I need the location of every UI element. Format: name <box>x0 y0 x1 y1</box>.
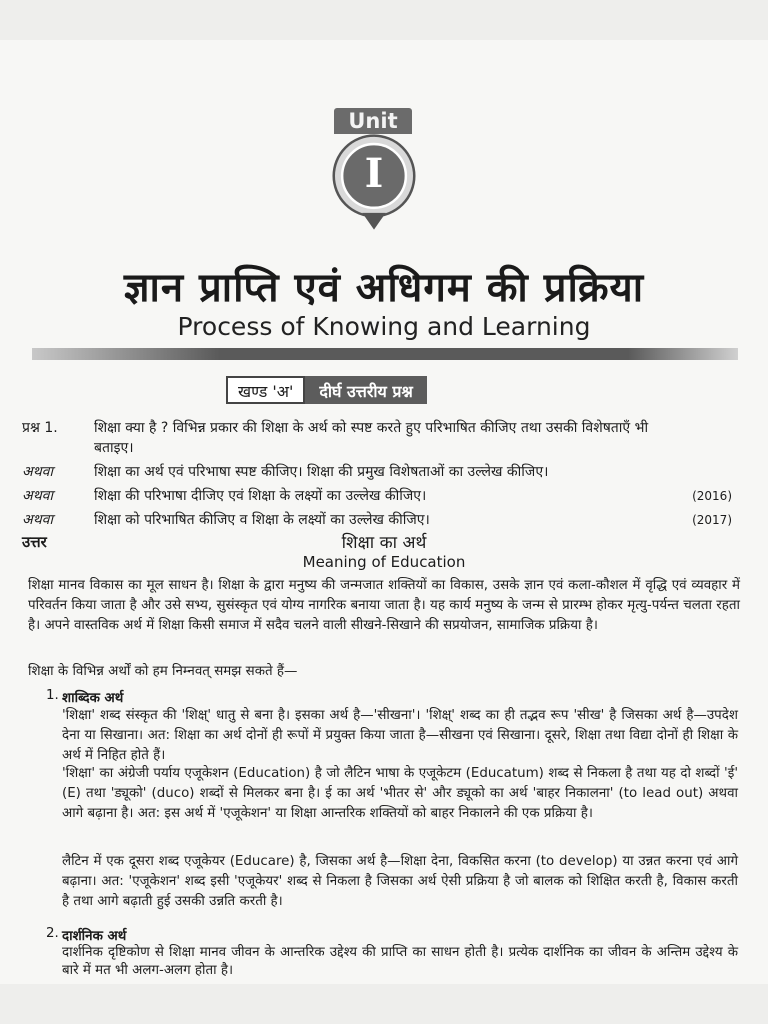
point-number: 1. <box>46 688 59 703</box>
point-heading: शाब्दिक अर्थ <box>62 691 124 706</box>
section-name: दीर्घ उत्तरीय प्रश्न <box>305 376 426 404</box>
question-label: अथवा <box>22 512 54 528</box>
subheading-hindi: शिक्षा का अर्थ <box>341 533 427 553</box>
unit-label: Unit <box>334 108 412 134</box>
subheading-english: Meaning of Education <box>302 553 466 571</box>
intro-paragraph: शिक्षा मानव विकास का मूल साधन है। शिक्षा के द्वारा मनुष्य की जन्मजात शक्तियों का विकास, उसके ज्ञान एवं कला-कौशल में वृद्धि एवं व्यवहार में परिवर्तन किया जाता है और उसे सभ्य, सुसंस्कृत एवं योग्य नागरिक बनाया जाता है। यह कार्य मनुष्य के जन्म से प्रारम्भ होकर मृत्यु-पर्यन्त चलता रहता है। अपने वास्तविक अर्थ में शिक्षा किसी समाज में सदैव चलने वाली सीखने-सिखाने की सप्रयोजन, सामाजिक प्रक्रिया है। <box>28 578 740 633</box>
section-tag <box>226 376 427 404</box>
question-text: शिक्षा की परिभाषा दीजिए एवं शिक्षा के लक्ष्यों का उल्लेख कीजिए। <box>94 488 427 504</box>
point-number: 2. <box>46 926 59 941</box>
point-paragraph: लैटिन में एक दूसरा शब्द एजूकेयर (Educare) है, जिसका अर्थ है—शिक्षा देना, विकसित करना (to develop) या उन्नत करना एवं आगे बढ़ाना। अत: 'एजूकेशन' शब्द इसी 'एजूकेयर' शब्द से निकला है जिसका अर्थ ऐसी प्रक्रिया है जो बालक को शिक्षित करती है, विकास करती है तथा आगे बढ़ाती हुई उसकी उन्नति करती है। <box>62 854 738 909</box>
question-text: शिक्षा को परिभाषित कीजिए व शिक्षा के लक्ष्यों का उल्लेख कीजिए। <box>94 512 430 528</box>
question-text: शिक्षा का अर्थ एवं परिभाषा स्पष्ट कीजिए। शिक्षा की प्रमुख विशेषताओं का उल्लेख कीजिए। <box>94 464 549 480</box>
question-label: प्रश्न 1. <box>22 420 58 436</box>
point-paragraph: 'शिक्षा' का अंग्रेजी पर्याय एजूकेशन (Education) है जो लैटिन भाषा के एजूकेटम (Educatum) शब्द से निकला है तथा यह दो शब्दों 'ई' (E) तथा 'ड्यूको' (duco) शब्दों से मिलकर बना है। ई का अर्थ 'भीतर से' और ड्यूको का अर्थ 'बाहर निकालना' (to lead out) अथवा आगे बढ़ाना है। अत: इस अर्थ में 'एजूकेशन' या शिक्षा आन्तरिक शक्तियों को बाहर निकालने की एक प्रक्रिया है। <box>62 766 738 821</box>
question-label: अथवा <box>22 488 54 504</box>
point-paragraph: दार्शनिक दृष्टिकोण से शिक्षा मानव जीवन के आन्तरिक उद्देश्य की प्राप्ति का साधन होती है। प्रत्येक दार्शनिक का जीवन के अन्तिम उद्देश्य के बारे में मत भी अलग-अलग होता है। <box>62 945 738 978</box>
chapter-title-hindi: ज्ञान प्राप्ति एवं अधिगम की प्रक्रिया <box>123 265 645 311</box>
title-rule <box>220 348 628 360</box>
question-label: अथवा <box>22 464 54 480</box>
point-heading: दार्शनिक अर्थ <box>62 929 127 944</box>
section-part: खण्ड 'अ' <box>226 376 305 404</box>
chapter-title-english: Process of Knowing and Learning <box>177 312 591 341</box>
point-paragraph: 'शिक्षा' शब्द संस्कृत की 'शिक्ष्' धातु से बना है। इसका अर्थ है—'सीखना'। 'शिक्ष्' शब्द का ही तद्भव रूप 'सीख' है जिसका अर्थ है—उपदेश देना या सिखाना। अत: शिक्षा का अर्थ दोनों ही रूपों में प्रयुक्त किया जाता है—सीखना एवं सिखाना। दूसरे, शिक्षा तथा विद्या दोनों ही शिक्षा के अर्थ में निहित होते हैं। <box>62 708 738 763</box>
title-rule-right <box>628 348 738 360</box>
answer-label: उत्तर <box>22 533 47 551</box>
question-year: (2017) <box>692 513 732 527</box>
unit-number: I <box>364 150 384 197</box>
title-rule-left <box>32 348 220 360</box>
question-text: शिक्षा क्या है ? विभिन्न प्रकार की शिक्षा के अर्थ को स्पष्ट करते हुए परिभाषित कीजिए तथा उसकी विशेषताएँ भी बताइए। <box>94 420 649 456</box>
question-year: (2016) <box>692 489 732 503</box>
lead-line: शिक्षा के विभिन्न अर्थों को हम निम्नवत् समझ सकते हैं— <box>28 664 298 679</box>
